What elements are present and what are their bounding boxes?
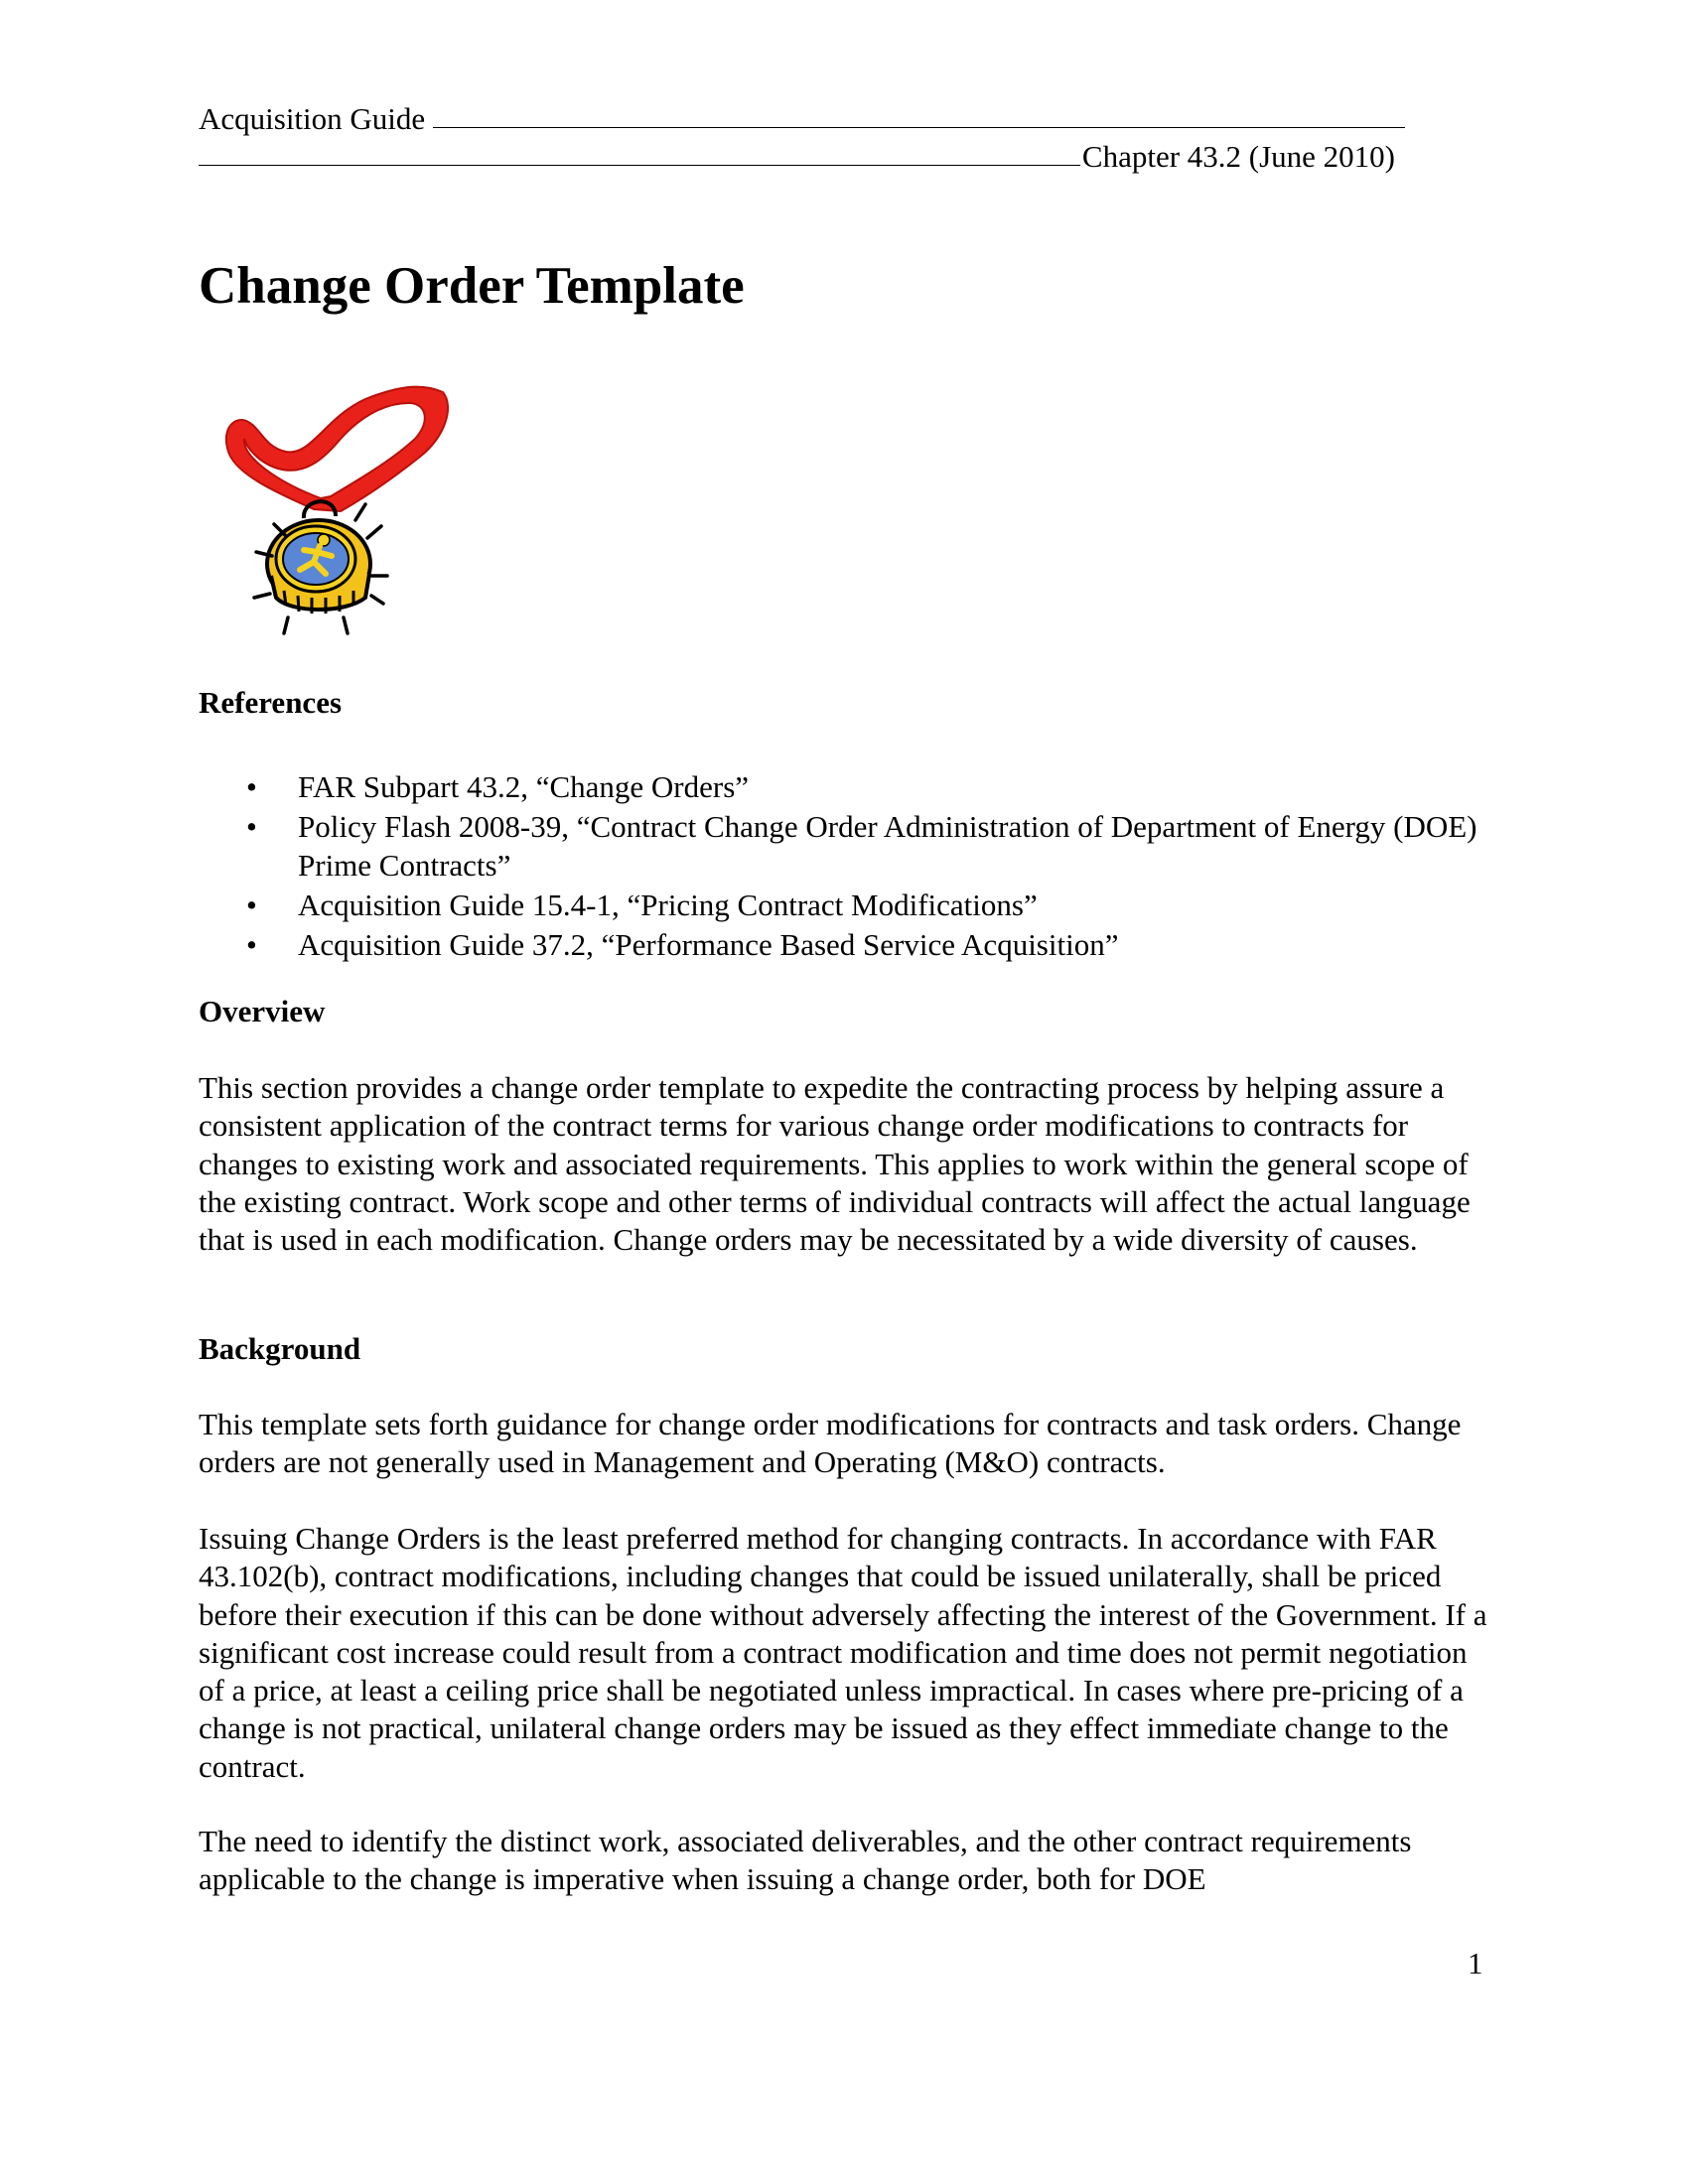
references-heading: References — [199, 685, 343, 720]
references-list — [199, 768, 1499, 966]
background-paragraph-3: The need to identify the distinct work, associated deliverables, and the other contract requirements applicable to the change is imperative when issuing a change order, both for DOE — [199, 1824, 1412, 1897]
header-left-text: Acquisition Guide — [199, 101, 426, 136]
bullet-icon: • — [246, 769, 257, 804]
reference-text: Acquisition Guide 15.4-1, “Pricing Contract Modifications” — [298, 887, 1038, 922]
reference-text: FAR Subpart 43.2, “Change Orders” — [298, 769, 750, 804]
header-rule-top — [433, 127, 1405, 128]
list-item — [199, 808, 1499, 885]
overview-paragraph: This section provides a change order template to expedite the contracting process by helping assure a consistent application of the contract terms for various change order modifications to contracts for changes to existing work and associated requirements. This applies to work within the general scope of the existing contract. Work scope and other terms of individual contracts will affect the actual language that is used in each modification. Change orders may be necessitated by a wide diversity of causes. — [199, 1070, 1471, 1258]
reference-text: Acquisition Guide 37.2, “Performance Based Service Acquisition” — [298, 927, 1119, 963]
list-item — [199, 887, 1499, 924]
background-paragraph-1: This template sets forth guidance for change order modifications for contracts and task orders. Change orders are not generally used in Management and Operating (M&O) contracts. — [199, 1407, 1462, 1480]
list-item — [199, 926, 1499, 964]
bullet-icon: • — [246, 809, 257, 845]
running-header-top — [199, 97, 1405, 137]
background-paragraph-2: Issuing Change Orders is the least preferred method for changing contracts. In accordance with FAR 43.102(b), contract modifications, including changes that could be issued unilaterally, shall be priced before their execution if this can be done without adversely affecting the interest of the Government. If a significant cost increase could result from a contract modification and time does not permit negotiation of a price, at least a ceiling price shall be negotiated unless impractical. In cases where pre-pricing of a change is not practical, unilateral change orders may be issued as they effect immediate change to the contract. — [199, 1521, 1487, 1784]
running-header-bottom — [199, 135, 1395, 175]
bullet-icon: • — [246, 927, 257, 963]
page-title: Change Order Template — [199, 257, 745, 315]
header-right-text: Chapter 43.2 (June 2010) — [1081, 139, 1395, 174]
list-item — [199, 768, 1499, 806]
bullet-icon: • — [246, 887, 257, 922]
header-rule-bottom — [199, 165, 1080, 166]
reference-text: Policy Flash 2008-39, “Contract Change Order Administration of Department of Energy (DOE) Prime Contracts” — [298, 809, 1477, 883]
background-heading: Background — [199, 1331, 361, 1366]
overview-heading: Overview — [199, 994, 326, 1028]
medal-icon — [216, 377, 455, 655]
page-number: 1 — [1468, 1946, 1483, 1980]
